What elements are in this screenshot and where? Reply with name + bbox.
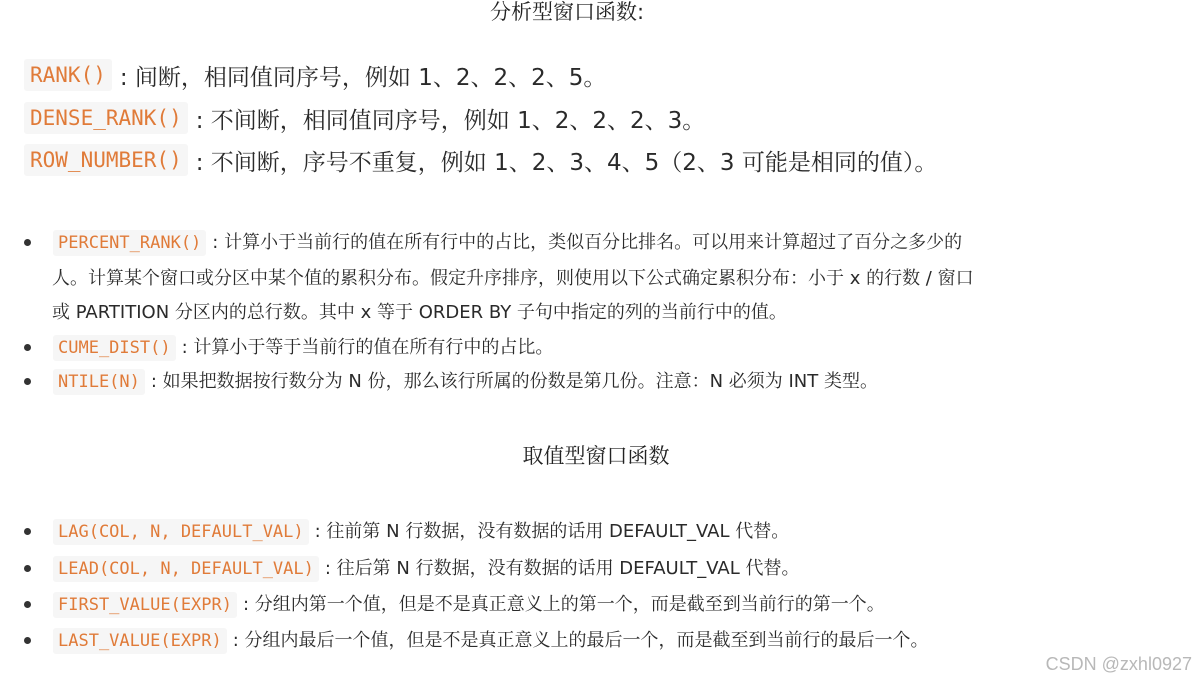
bullet-icon: [24, 239, 31, 246]
row-number-row: [24, 141, 937, 179]
cume-dist-desc: : 计算小于等于当前行的值在所有行中的占比。: [181, 337, 554, 358]
list-item-lead: [24, 552, 799, 586]
rank-row: [24, 56, 606, 94]
lag-code: LAG(COL, N, DEFAULT_VAL): [53, 519, 309, 545]
list-item-lag: [24, 515, 789, 549]
bullet-icon: [24, 637, 31, 644]
dense-rank-row: [24, 99, 705, 137]
section-title-analytic: 分析型窗口函数:: [489, 0, 645, 24]
list-item-cume-dist: [24, 331, 553, 365]
list-item-last-value: [24, 624, 929, 658]
last-value-desc: : 分组内最后一个值，但是不是真正意义上的最后一个，而是截至到当前行的最后一个。: [232, 630, 929, 651]
ntile-desc: : 如果把数据按行数分为 N 份，那么该行所属的份数是第几份。注意：N 必须为 INT 类型。: [150, 371, 878, 392]
cume-dist-code: CUME_DIST(): [53, 335, 176, 361]
first-value-desc: : 分组内第一个值，但是不是真正意义上的第一个，而是截至到当前行的第一个。: [243, 594, 885, 615]
lead-desc: : 往后第 N 行数据，没有数据的话用 DEFAULT_VAL 代替。: [324, 558, 800, 579]
dense-rank-desc: : 不间断，相同值同序号，例如 1、2、2、2、3。: [195, 107, 706, 134]
list-item-ntile: [24, 365, 878, 399]
bullet-icon: [24, 565, 31, 572]
percent-rank-desc-line1: : 计算小于当前行的值在所有行中的占比，类似百分比排名。可以用来计算超过了百分之多少的: [212, 232, 963, 253]
rank-desc: : 间断，相同值同序号，例如 1、2、2、2、5。: [119, 64, 607, 91]
rank-code: RANK(): [24, 59, 112, 91]
bullet-icon: [24, 378, 31, 385]
list-item-percent-rank: [24, 226, 962, 260]
last-value-code: LAST_VALUE(EXPR): [53, 628, 227, 654]
bullet-icon: [24, 344, 31, 351]
ntile-code: NTILE(N): [53, 369, 145, 395]
percent-rank-desc-line2: 人。计算某个窗口或分区中某个值的累积分布。假定升序排序，则使用以下公式确定累积分布：小于 x 的行数 / 窗口: [52, 268, 974, 289]
first-value-code: FIRST_VALUE(EXPR): [53, 592, 237, 618]
lag-desc: : 往前第 N 行数据，没有数据的话用 DEFAULT_VAL 代替。: [314, 521, 790, 542]
lead-code: LEAD(COL, N, DEFAULT_VAL): [53, 556, 319, 582]
row-number-code: ROW_NUMBER(): [24, 144, 188, 176]
section-title-value: 取值型窗口函数: [522, 444, 670, 468]
percent-rank-desc-line3: 或 PARTITION 分区内的总行数。其中 x 等于 ORDER BY 子句中指定的列的当前行中的值。: [52, 302, 787, 323]
row-number-desc: : 不间断，序号不重复，例如 1、2、3、4、5（2、3 可能是相同的值）。: [195, 149, 938, 176]
dense-rank-code: DENSE_RANK(): [24, 102, 188, 134]
bullet-icon: [24, 601, 31, 608]
bullet-icon: [24, 528, 31, 535]
list-item-first-value: [24, 588, 885, 622]
percent-rank-code: PERCENT_RANK(): [53, 230, 206, 256]
watermark: CSDN @zxhl0927: [1045, 654, 1192, 674]
